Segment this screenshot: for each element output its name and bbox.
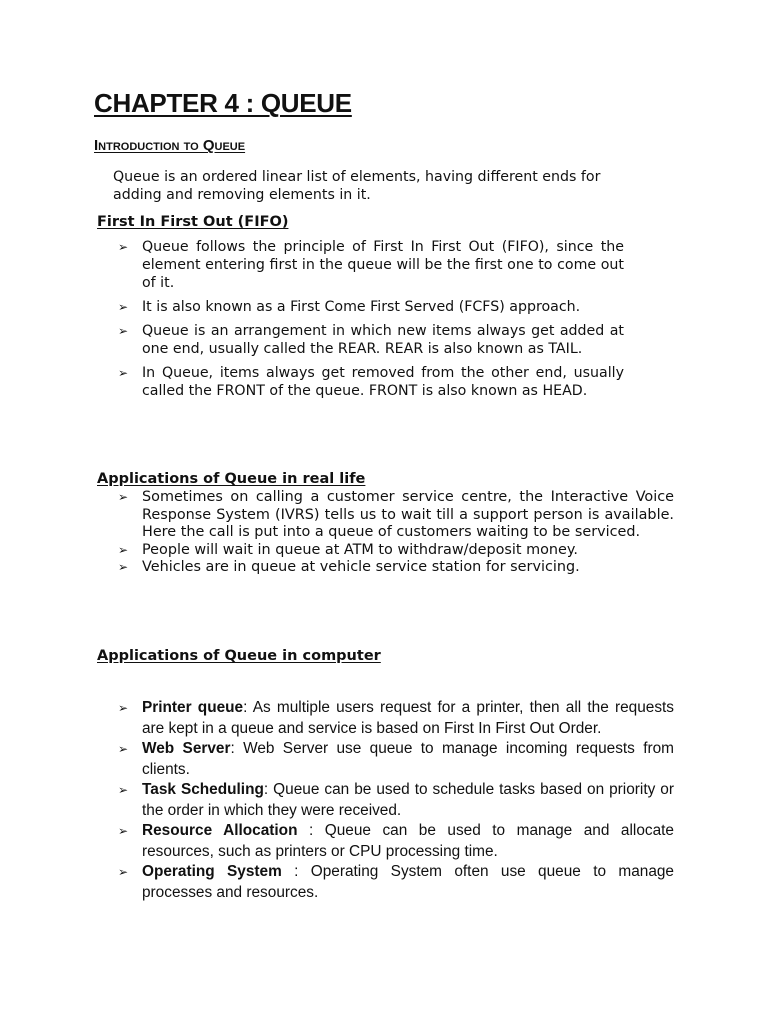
list-item-text: It is also known as a First Come First Served (FCFS) approach. bbox=[142, 299, 581, 315]
item-term: Operating System bbox=[142, 863, 282, 880]
arrowhead-bullet-icon: ➢ bbox=[118, 742, 129, 756]
item-term: Web Server bbox=[142, 740, 231, 757]
list-item bbox=[118, 542, 674, 560]
arrowhead-bullet-icon: ➢ bbox=[118, 824, 129, 838]
chapter-title: CHAPTER 4 : QUEUE bbox=[94, 88, 352, 118]
real-life-heading: Applications of Queue in real life bbox=[97, 471, 366, 487]
fifo-heading: First In First Out (FIFO) bbox=[97, 214, 289, 230]
computer-heading: Applications of Queue in computer bbox=[97, 648, 381, 664]
list-item bbox=[118, 559, 674, 577]
real-life-list bbox=[118, 489, 674, 577]
list-item-text: Queue follows the principle of First In First Out (FIFO), since the element entering first in the queue will be the first one to come out of it. bbox=[142, 239, 624, 291]
arrowhead-bullet-icon: ➢ bbox=[118, 542, 129, 557]
item-description: : Queue can be used to schedule tasks based on priority or the order in which they were received. bbox=[142, 781, 674, 819]
list-item bbox=[118, 322, 624, 358]
arrowhead-bullet-icon: ➢ bbox=[118, 865, 129, 879]
arrowhead-bullet-icon: ➢ bbox=[118, 490, 129, 504]
item-description: : As multiple users request for a printer, then all the requests are kept in a queue and service is based on First In First Out Order. bbox=[142, 699, 674, 737]
fifo-list bbox=[118, 238, 624, 406]
item-description: : Web Server use queue to manage incoming requests from clients. bbox=[142, 740, 674, 778]
list-item-text: Queue is an arrangement in which new items always get added at one end, usually called the REAR. REAR is also known as TAIL. bbox=[142, 323, 624, 357]
list-item-text: People will wait in queue at ATM to withdraw/deposit money. bbox=[142, 541, 578, 558]
list-item bbox=[118, 489, 674, 542]
list-item bbox=[118, 364, 624, 400]
arrowhead-bullet-icon: ➢ bbox=[118, 324, 129, 338]
list-item bbox=[118, 238, 624, 292]
intro-paragraph: Queue is an ordered linear list of elements, having different ends for adding and removing elements in it. bbox=[113, 169, 601, 203]
arrowhead-bullet-icon: ➢ bbox=[118, 300, 129, 314]
arrowhead-bullet-icon: ➢ bbox=[118, 366, 129, 380]
intro-heading: Introduction to Queue bbox=[94, 137, 246, 154]
list-item-text: In Queue, items always get removed from the other end, usually called the FRONT of the queue. FRONT is also known as HEAD. bbox=[142, 365, 624, 399]
list-item bbox=[118, 698, 674, 739]
arrowhead-bullet-icon: ➢ bbox=[118, 240, 129, 254]
arrowhead-bullet-icon: ➢ bbox=[118, 701, 129, 715]
list-item bbox=[118, 821, 674, 862]
item-term: Printer queue bbox=[142, 699, 244, 716]
item-term: Resource Allocation bbox=[142, 822, 298, 839]
arrowhead-bullet-icon: ➢ bbox=[118, 560, 129, 574]
item-description: : Queue can be used to manage and allocate resources, such as printers or CPU processing time. bbox=[142, 822, 674, 860]
list-item bbox=[118, 298, 624, 316]
item-term: Task Scheduling bbox=[142, 781, 264, 798]
list-item bbox=[118, 780, 674, 821]
item-description: : Operating System often use queue to manage processes and resources. bbox=[142, 863, 674, 901]
list-item-text: Sometimes on calling a customer service centre, the Interactive Voice Response System (IVRS) tells us to wait till a support person is available. Here the call is put into a queue of customers waiting to be serviced. bbox=[142, 489, 674, 540]
computer-list bbox=[118, 698, 674, 903]
list-item bbox=[118, 862, 674, 903]
arrowhead-bullet-icon: ➢ bbox=[118, 783, 129, 797]
list-item-text: Vehicles are in queue at vehicle service station for servicing. bbox=[142, 559, 580, 575]
list-item bbox=[118, 739, 674, 780]
